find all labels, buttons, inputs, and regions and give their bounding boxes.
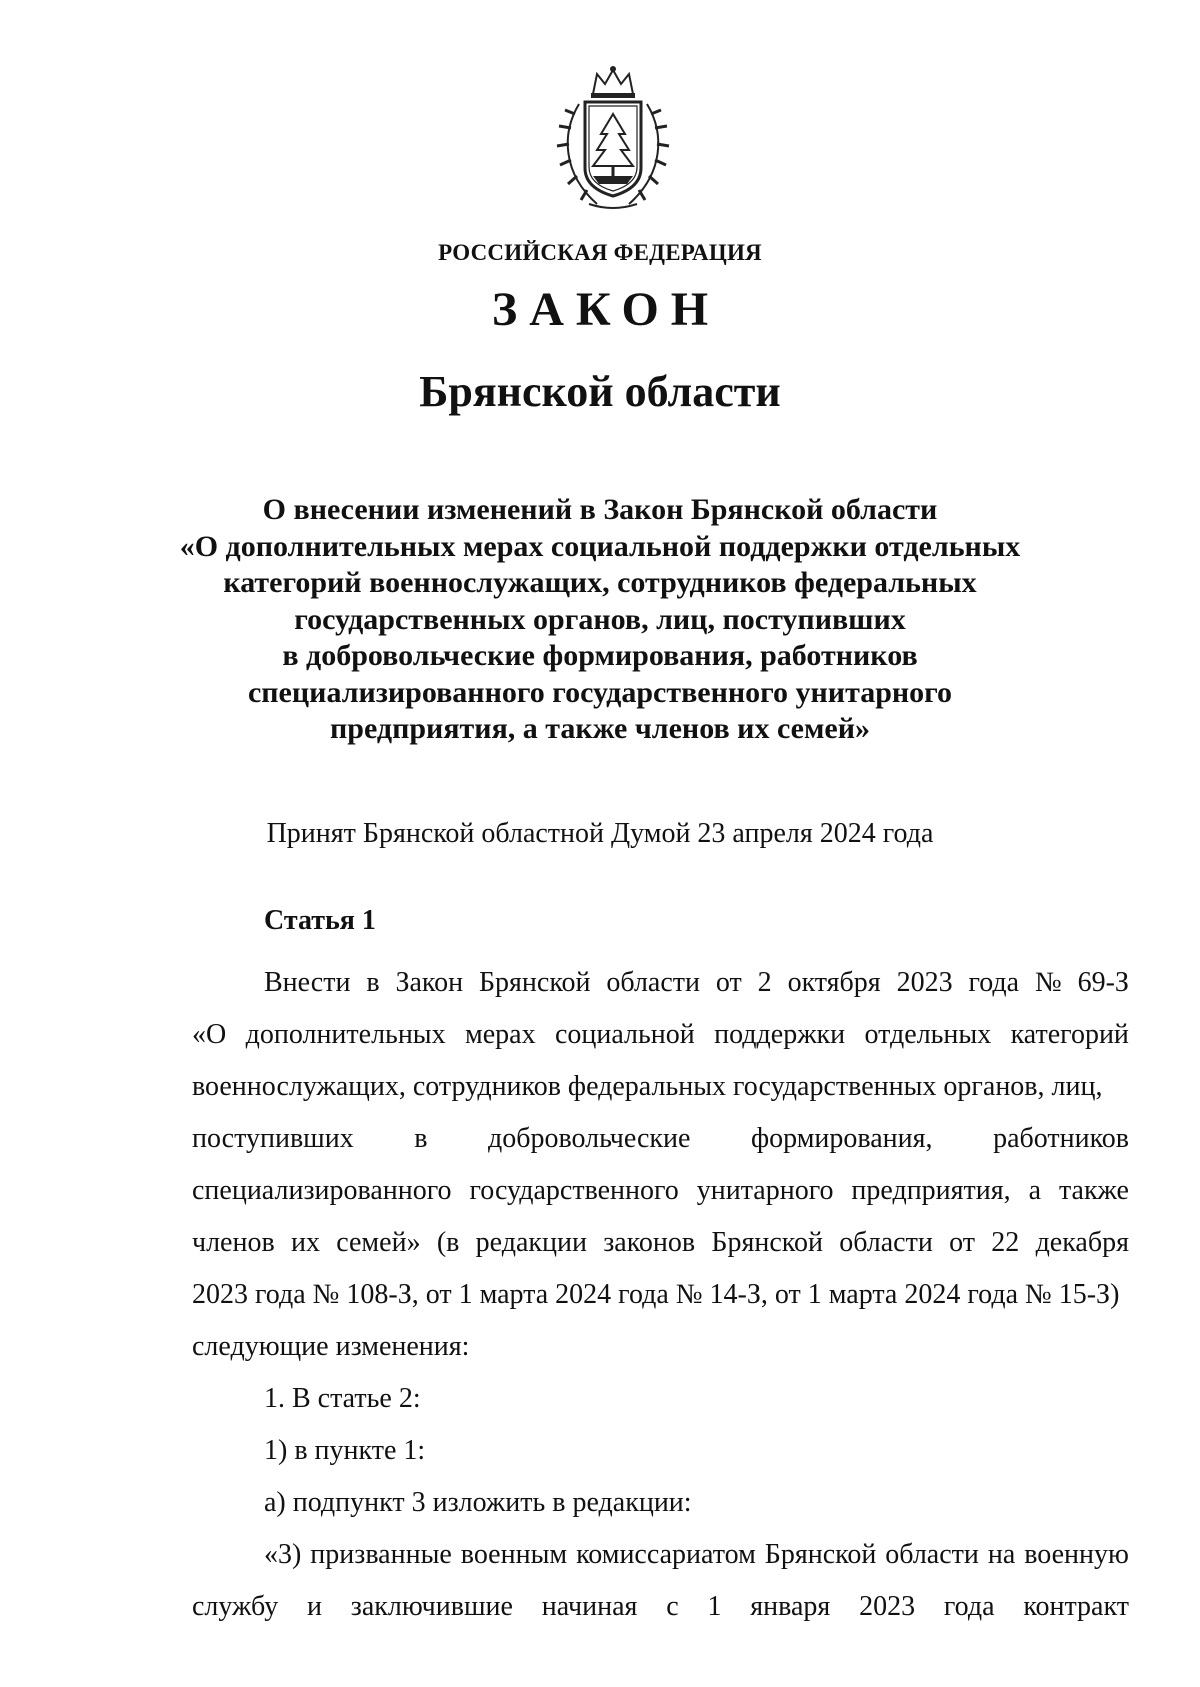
- body-line: [192, 1165, 1129, 1217]
- body-word: с: [666, 1591, 679, 1622]
- body-word: добровольческие: [488, 1123, 691, 1154]
- body-word: Закон: [395, 967, 464, 998]
- adoption-note: Принят Брянской областной Думой 23 апреля 2024 года: [266, 818, 934, 849]
- body-line: [192, 1581, 1129, 1633]
- body-word: социальной: [554, 1019, 695, 1050]
- law-title-line: О внесении изменений в Закон Брянской области: [262, 493, 938, 526]
- body-word: от: [949, 1227, 975, 1258]
- law-title: [170, 492, 1030, 748]
- body-word: военную: [1024, 1539, 1129, 1570]
- body-word: службу: [192, 1591, 279, 1622]
- body-word: их: [290, 1227, 320, 1258]
- body-word: и: [306, 1591, 322, 1622]
- body-word: 2023: [896, 967, 953, 998]
- body-line: а) подпункт 3 изложить в редакции:: [264, 1487, 692, 1518]
- body-word: января: [750, 1591, 831, 1622]
- body-word: 2: [757, 967, 772, 998]
- body-line: 2023 года № 108-З, от 1 марта 2024 года № 14-З, от 1 марта 2024 года № 15-З): [192, 1279, 1120, 1310]
- body-word: декабря: [1035, 1227, 1129, 1258]
- body-word: «О: [192, 1019, 227, 1050]
- body-word: (в: [436, 1227, 460, 1258]
- body-word: специализированного: [192, 1175, 452, 1206]
- law-title-line: государственных органов, лиц, поступивших: [294, 602, 906, 636]
- body-word: области: [885, 1539, 979, 1570]
- body-word: начиная: [541, 1591, 638, 1622]
- body-line: [192, 957, 1129, 1009]
- region-name: Брянской области: [419, 367, 781, 416]
- body-word: призванные: [310, 1539, 452, 1570]
- body-word: №: [1035, 967, 1062, 998]
- body-word: 2023: [859, 1591, 916, 1622]
- body-word: области: [606, 967, 701, 998]
- body-word: законов: [603, 1227, 696, 1258]
- body-word: редакции: [475, 1227, 587, 1258]
- law-title-line: специализированного государственного унитарного: [247, 675, 953, 709]
- document-type: ЗАКОН: [491, 283, 721, 336]
- body-word: семей»: [336, 1227, 421, 1258]
- body-word: военным: [460, 1539, 568, 1570]
- body-word: отдельных: [864, 1019, 992, 1050]
- law-title-line: категорий военнослужащих, сотрудников федеральных: [223, 566, 977, 599]
- article-body: [192, 957, 1129, 1633]
- body-line: военнослужащих, сотрудников федеральных государственных органов, лиц,: [192, 1071, 1103, 1102]
- body-word: в: [366, 967, 380, 998]
- body-word: «3): [264, 1539, 302, 1570]
- body-word: предприятия,: [851, 1175, 1011, 1206]
- body-word: от: [715, 967, 742, 998]
- country-name: РОССИЙСКАЯ ФЕДЕРАЦИЯ: [438, 240, 762, 265]
- body-word: а: [1028, 1175, 1042, 1206]
- body-word: Брянской: [711, 1227, 823, 1258]
- body-line: [192, 1217, 1129, 1269]
- article-heading: Статья 1: [264, 905, 376, 936]
- body-word: работников: [993, 1123, 1129, 1154]
- body-word: 1: [707, 1591, 722, 1622]
- body-word: мерах: [465, 1019, 536, 1050]
- body-line: 1. В статье 2:: [264, 1383, 421, 1414]
- body-word: поддержки: [714, 1019, 846, 1050]
- body-word: года: [968, 967, 1020, 998]
- body-word: Брянской: [478, 967, 591, 998]
- body-word: в: [414, 1123, 428, 1154]
- body-word: поступивших: [192, 1123, 354, 1154]
- body-line: [192, 1113, 1129, 1165]
- body-word: унитарного: [696, 1175, 834, 1206]
- body-line: следующие изменения:: [192, 1331, 470, 1362]
- body-word: государственного: [469, 1175, 679, 1206]
- body-word: года: [943, 1591, 995, 1622]
- body-word: на: [987, 1539, 1016, 1570]
- body-word: категорий: [1010, 1019, 1129, 1050]
- body-word: комиссариатом: [576, 1539, 756, 1570]
- body-line: [192, 1009, 1129, 1061]
- body-word: дополнительных: [245, 1019, 446, 1050]
- body-word: контракт: [1023, 1591, 1129, 1622]
- body-word: области: [839, 1227, 933, 1258]
- body-word: формирования,: [750, 1123, 933, 1154]
- law-title-line: в добровольческие формирования, работников: [282, 639, 918, 672]
- body-word: заключившие: [350, 1591, 513, 1622]
- body-line: 1) в пункте 1:: [264, 1435, 426, 1466]
- bryansk-coat-of-arms-icon: [549, 64, 677, 212]
- body-word: членов: [192, 1227, 275, 1258]
- body-word: Брянской: [764, 1539, 877, 1570]
- body-word: 69-З: [1077, 967, 1129, 998]
- law-title-line: предприятия, а также членов их семей»: [330, 712, 870, 745]
- body-word: октября: [787, 967, 881, 998]
- law-title-line: «О дополнительных мерах социальной поддержки отдельных: [179, 529, 1021, 563]
- body-line: [192, 1529, 1129, 1581]
- body-word: 22: [991, 1227, 1020, 1258]
- body-word: Внести: [264, 967, 351, 998]
- body-word: также: [1058, 1175, 1129, 1206]
